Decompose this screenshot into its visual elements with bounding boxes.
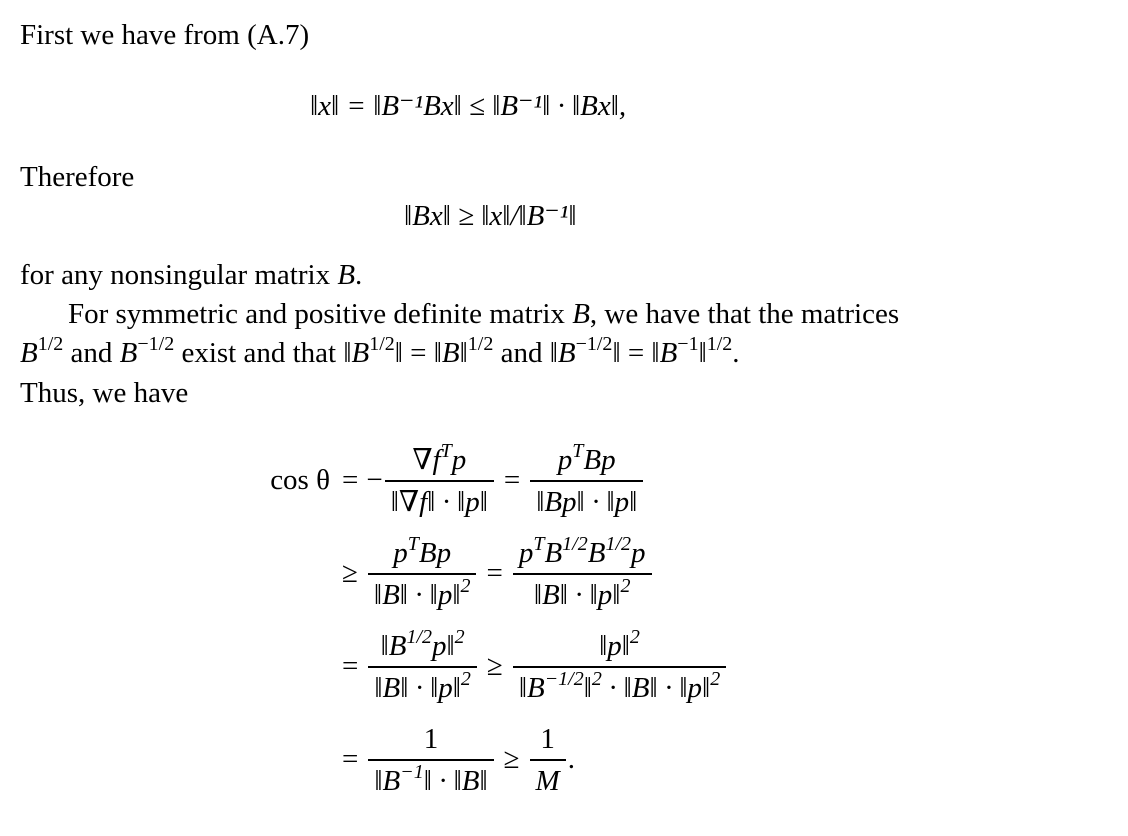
text-exist: exist and that ‖	[174, 337, 352, 369]
derivation-row-3	[240, 626, 728, 708]
fraction-pTBp-over-Bnorm	[368, 533, 477, 615]
derivation-row-2	[240, 533, 654, 615]
fraction-p-squared-bound	[513, 626, 726, 708]
den-text: ‖B‖ · ‖p‖	[374, 671, 461, 704]
equation-2-text: ‖Bx‖ ≥ ‖x‖/‖B⁻¹‖	[404, 200, 577, 232]
math-B: B	[659, 337, 678, 369]
den-text: ‖B	[374, 764, 401, 797]
den-text: ‖B	[518, 671, 545, 704]
math-op: ‖ = ‖	[394, 337, 442, 369]
den-text: ‖	[583, 671, 592, 704]
paragraph-intro	[20, 16, 309, 55]
math-sup: 2	[591, 667, 602, 690]
num-text: Bp	[583, 444, 616, 476]
denominator	[368, 575, 477, 615]
den-text: ‖Bp‖ · ‖p‖	[536, 485, 638, 518]
relation-geq: ≥	[342, 557, 358, 590]
num-text: p	[393, 537, 408, 569]
minus-sign: −	[366, 464, 383, 497]
paragraph-nonsingular	[20, 256, 362, 295]
fraction-sqrtB-product	[513, 533, 652, 615]
math-B: B	[20, 337, 38, 369]
numerator	[593, 626, 646, 666]
nonsingular-text: for any nonsingular matrix	[20, 259, 338, 291]
paragraph-symmetric-line2	[20, 334, 740, 373]
den-text: · ‖B‖ · ‖p‖	[601, 671, 711, 704]
numerator	[406, 440, 472, 480]
math-sup: 2	[460, 667, 471, 690]
math-norm: ‖	[459, 337, 468, 369]
numerator	[375, 626, 471, 666]
num-text: ‖B	[380, 630, 407, 662]
den-text: ‖ · ‖B‖	[423, 764, 488, 797]
denominator	[513, 668, 726, 708]
numerator	[418, 719, 445, 759]
math-sup: 1/2	[562, 533, 588, 555]
period: .	[732, 337, 740, 369]
math-op: ‖ = ‖	[612, 337, 660, 369]
document-page	[20, 0, 1108, 836]
math-sup: 2	[629, 626, 640, 648]
math-sup: −1/2	[137, 333, 175, 355]
intro-text: First we have from (A.7)	[20, 19, 310, 51]
text-and: and	[63, 337, 120, 369]
math-B: B	[119, 337, 138, 369]
math-sup: T	[440, 440, 452, 462]
period: .	[355, 259, 363, 291]
denominator	[368, 668, 477, 708]
fraction-pTBp-over-norms	[530, 440, 643, 522]
therefore-text: Therefore	[20, 161, 135, 193]
math-sup: −1/2	[575, 333, 613, 355]
math-B: B	[337, 259, 356, 291]
num-text: p	[631, 537, 646, 569]
symmetric-text: For symmetric and positive definite matrix	[68, 298, 573, 330]
paragraph-symmetric-line1	[20, 295, 899, 334]
numerator	[387, 533, 457, 573]
paragraph-thus	[20, 374, 188, 413]
math-sup: 1/2	[467, 333, 494, 355]
fraction-one-over-M	[530, 719, 566, 801]
equation-bx-bound	[404, 198, 577, 234]
math-sup: 1/2	[406, 626, 433, 648]
den-text: ‖B‖ · ‖p‖	[533, 578, 621, 611]
math-sup: 2	[460, 574, 471, 597]
paragraph-therefore	[20, 158, 134, 197]
relation-geq: ≥	[486, 650, 503, 683]
math-sup: 1/2	[605, 533, 632, 555]
math-sup: 1/2	[369, 333, 395, 355]
den-text: M	[535, 764, 560, 797]
relation-geq: ≥	[503, 743, 520, 776]
num-text: p	[557, 444, 573, 476]
num-text: p	[451, 444, 467, 476]
math-sup: 1/2	[706, 333, 733, 355]
math-sup: 1/2	[37, 333, 64, 355]
num-text: B	[544, 537, 563, 569]
denominator	[368, 761, 493, 801]
den-text: ‖B‖ · ‖p‖	[373, 578, 461, 611]
cos-theta: cos θ	[270, 464, 330, 497]
math-sup: 2	[710, 667, 721, 690]
math-sup: −1/2	[544, 667, 584, 690]
denominator	[385, 482, 494, 522]
relation-equals: =	[342, 464, 359, 497]
relation-equals: =	[342, 650, 359, 683]
relation-equals: =	[486, 557, 503, 590]
math-norm: ‖	[698, 337, 707, 369]
equation-1-text: ‖x‖ = ‖B⁻¹Bx‖ ≤ ‖B⁻¹‖ · ‖Bx‖,	[310, 90, 627, 122]
denominator	[528, 575, 637, 615]
text-and: and ‖	[493, 337, 558, 369]
math-sup: −1	[677, 333, 699, 355]
num-text: B	[587, 537, 606, 569]
fraction-grad-over-norms	[385, 440, 494, 522]
numerator	[552, 440, 622, 480]
derivation-row-1	[240, 440, 645, 522]
denominator	[530, 482, 643, 522]
fraction-one-over-condition	[368, 719, 493, 801]
math-sup: T	[572, 440, 584, 462]
denominator	[530, 761, 566, 801]
math-B: B	[572, 298, 590, 330]
math-sup: T	[533, 533, 545, 555]
symmetric-text-tail: , we have that the matrices	[589, 298, 900, 330]
equation-norm-inequality	[310, 88, 626, 124]
math-B: B	[351, 337, 370, 369]
num-text: p‖	[432, 630, 455, 662]
lhs-cos-theta	[240, 464, 334, 497]
period: .	[567, 743, 575, 776]
num-text: ∇f	[412, 444, 441, 476]
math-sup: 2	[454, 626, 465, 648]
fraction-sqrtBp-squared	[368, 626, 477, 708]
numerator	[513, 533, 652, 573]
relation-equals: =	[342, 743, 359, 776]
math-B: B	[441, 337, 460, 369]
derivation-row-4	[240, 719, 575, 801]
den-text: ‖∇f‖ · ‖p‖	[390, 485, 488, 518]
num-text: ‖p‖	[599, 630, 630, 662]
num-text: 1	[423, 723, 439, 755]
math-B: B	[557, 337, 576, 369]
num-text: p	[518, 537, 534, 569]
math-sup: T	[407, 533, 419, 555]
numerator	[534, 719, 561, 759]
num-text: 1	[540, 723, 555, 755]
thus-text: Thus, we have	[20, 377, 189, 409]
num-text: Bp	[418, 537, 452, 569]
relation-equals: =	[503, 464, 521, 497]
math-sup: −1	[400, 760, 424, 783]
math-sup: 2	[620, 574, 631, 597]
